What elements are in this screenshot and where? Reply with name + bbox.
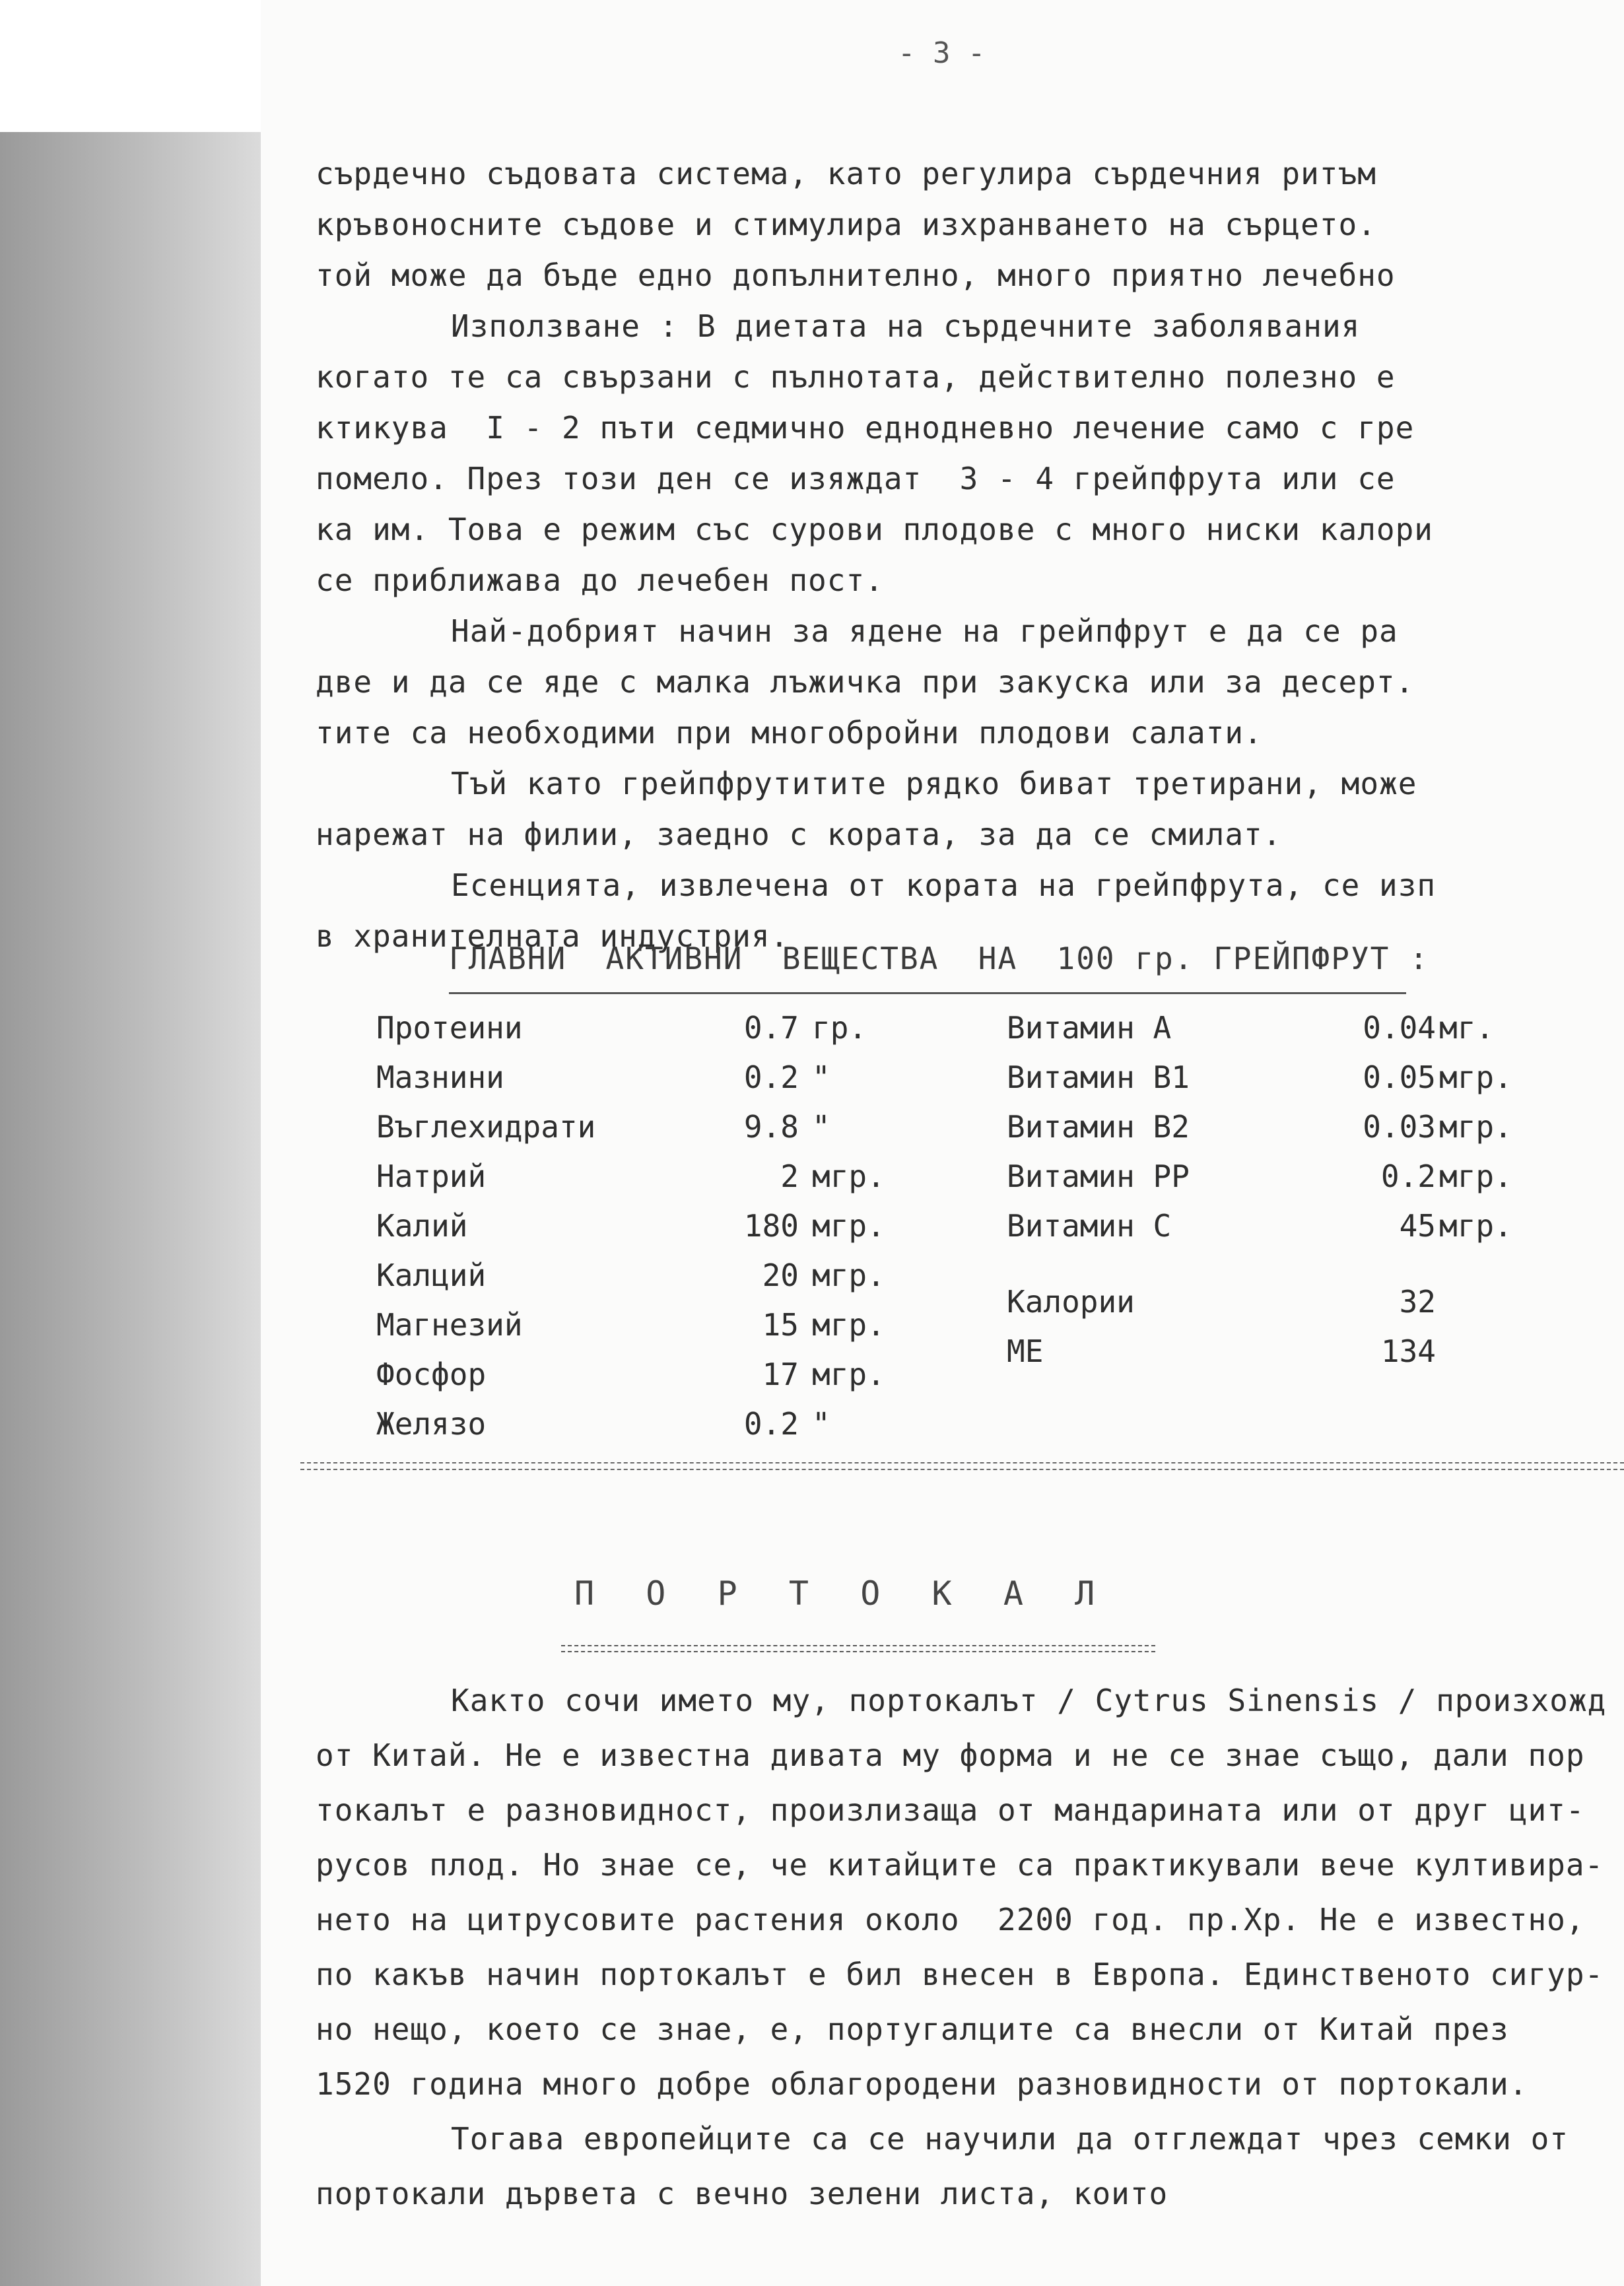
table-spacer	[1007, 1251, 1624, 1277]
text-line: ка им. Това е режим със сурови плодове с много ниски калори	[316, 512, 1433, 547]
table-row	[1007, 1327, 1624, 1376]
text-line: Тогава европейците са се научили да отглеждат чрез семки от	[451, 2121, 1569, 2157]
table-row	[376, 1102, 904, 1152]
table-row	[376, 1003, 904, 1053]
nutrient-unit: мгр.	[812, 1208, 885, 1244]
nutrient-unit: мгр.	[812, 1307, 885, 1343]
table-row	[376, 1152, 904, 1201]
nutrient-value: 0.03	[1363, 1109, 1436, 1145]
nutrient-name: Витамин B2	[1007, 1109, 1190, 1145]
nutrient-value: 0.2	[743, 1406, 799, 1442]
table-row	[376, 1053, 904, 1102]
table-row	[1007, 1053, 1624, 1102]
text-line: кръвоносните съдове и стимулира изхранването на сърцето.	[316, 207, 1376, 242]
text-line: в хранителната индустрия.	[316, 918, 790, 954]
text-line: нето на цитрусовите растения около 2200 год. пр.Хр. Не е известно,	[316, 1902, 1585, 1937]
nutrient-value: 20	[762, 1258, 799, 1293]
nutrient-name: Магнезий	[376, 1307, 523, 1343]
grapefruit-text-block	[316, 149, 1609, 962]
nutrient-unit: мгр.	[812, 1159, 885, 1194]
nutrient-unit: мгр.	[812, 1357, 885, 1392]
text-line: Есенцията, извлечена от кората на грейпфрута, се изп	[451, 867, 1437, 903]
table-row	[1007, 1152, 1624, 1201]
table-row	[1007, 1003, 1624, 1053]
text-line: нарежат на филии, заедно с кората, за да се смилат.	[316, 817, 1282, 852]
nutrient-value: 134	[1380, 1333, 1436, 1369]
nutrition-table-left	[376, 1003, 904, 1449]
text-line: токалът е разновидност, произлизаща от мандарината или от друг цит-	[316, 1792, 1585, 1828]
nutrient-name: Желязо	[376, 1406, 487, 1442]
text-line: от Китай. Не е известна дивата му форма и не се знае също, дали пор	[316, 1737, 1585, 1773]
nutrient-value: 45	[1399, 1208, 1436, 1244]
text-line: две и да се яде с малка лъжичка при закуска или за десерт.	[316, 664, 1415, 700]
text-line: помело. През този ден се изяждат 3 - 4 грейпфрута или се	[316, 461, 1396, 496]
nutrient-value: 0.05	[1363, 1059, 1436, 1095]
text-line: портокали дървета с вечно зелени листа, които	[316, 2176, 1168, 2211]
section-title-orange: П О Р Т О К А Л	[574, 1574, 1099, 1613]
nutrient-value: 0.2	[743, 1059, 799, 1095]
nutrient-name: Витамин C	[1007, 1208, 1172, 1244]
nutrient-unit: гр.	[812, 1010, 867, 1046]
table-row	[1007, 1102, 1624, 1152]
nutrient-value: 17	[762, 1357, 799, 1392]
nutrient-unit: мгр.	[1439, 1109, 1512, 1145]
table-row	[1007, 1277, 1624, 1327]
table-row	[376, 1350, 904, 1399]
nutrient-unit: "	[812, 1059, 830, 1095]
text-line: Използване : В диетата на сърдечните заболявания	[451, 308, 1361, 344]
nutrient-value: 0.7	[743, 1010, 799, 1046]
text-line: когато те са свързани с пълнотата, действително полезно е	[316, 359, 1396, 395]
text-line: Както сочи името му, портокалът / Cytrus Sinensis / произхожд	[451, 1683, 1607, 1718]
nutrient-name: Калций	[376, 1258, 487, 1293]
table-row	[376, 1201, 904, 1251]
nutrient-name: Калории	[1007, 1284, 1135, 1320]
nutrient-value: 0.2	[1380, 1159, 1436, 1194]
text-line: той може да бъде едно допълнително, много приятно лечебно	[316, 257, 1396, 293]
nutrient-value: 0.04	[1363, 1010, 1436, 1046]
text-line: ктикува I - 2 пъти седмично еднодневно лечение само с гре	[316, 410, 1415, 446]
nutrient-name: Витамин B1	[1007, 1059, 1190, 1095]
table-row	[376, 1399, 904, 1449]
text-line: тите са необходими при многобройни плодови салати.	[316, 715, 1263, 751]
nutrient-name: Протеини	[376, 1010, 523, 1046]
text-line: но нещо, което се знае, е, португалците са внесли от Китай през	[316, 2011, 1509, 2047]
nutrient-name: Калий	[376, 1208, 468, 1244]
nutrient-unit: "	[812, 1406, 830, 1442]
text-line: сърдечно съдовата система, като регулира сърдечния ритъм	[316, 156, 1376, 191]
nutrient-value: 32	[1399, 1284, 1436, 1320]
table-divider	[449, 992, 1406, 994]
page-number: - 3 -	[898, 36, 986, 70]
nutrient-name: Витамин PP	[1007, 1159, 1190, 1194]
text-line: Тъй като грейпфрутитите рядко биват третирани, може	[451, 766, 1417, 801]
nutrient-name: Витамин A	[1007, 1010, 1172, 1046]
nutrient-value: 9.8	[743, 1109, 799, 1145]
nutrition-table-right	[1007, 1003, 1624, 1376]
nutrient-unit: мгр.	[1439, 1208, 1512, 1244]
orange-text-block	[316, 1673, 1609, 2221]
nutrition-table-title: ГЛАВНИ АКТИВНИ ВЕЩЕСТВА НА 100 гр. ГРЕЙПФРУТ :	[449, 941, 1429, 976]
section-separator	[300, 1462, 1624, 1470]
nutrient-value: 180	[743, 1208, 799, 1244]
table-row	[376, 1300, 904, 1350]
nutrient-name: Фосфор	[376, 1357, 487, 1392]
text-line: по какъв начин портокалът е бил внесен в Европа. Единственото сигур-	[316, 1957, 1604, 1992]
nutrient-unit: мг.	[1439, 1010, 1495, 1046]
nutrient-name: Натрий	[376, 1159, 487, 1194]
text-line: 1520 година много добре облагородени разновидности от портокали.	[316, 2066, 1528, 2102]
nutrient-value: 2	[780, 1159, 799, 1194]
nutrient-name: Мазнини	[376, 1059, 504, 1095]
text-line: Най-добрият начин за ядене на грейпфрут е да се ра	[451, 613, 1398, 649]
nutrient-unit: мгр.	[1439, 1059, 1512, 1095]
table-row	[1007, 1201, 1624, 1251]
nutrient-name: МЕ	[1007, 1333, 1044, 1369]
nutrient-unit: мгр.	[1439, 1159, 1512, 1194]
section-title-underline	[561, 1645, 1155, 1652]
table-row	[376, 1251, 904, 1300]
scan-left-margin	[0, 132, 264, 2286]
text-line: се приближава до лечебен пост.	[316, 562, 884, 598]
text-line: русов плод. Но знае се, че китайците са практикували вече култивира-	[316, 1847, 1604, 1883]
nutrient-unit: "	[812, 1109, 830, 1145]
nutrient-name: Въглехидрати	[376, 1109, 596, 1145]
nutrient-value: 15	[762, 1307, 799, 1343]
nutrient-unit: мгр.	[812, 1258, 885, 1293]
